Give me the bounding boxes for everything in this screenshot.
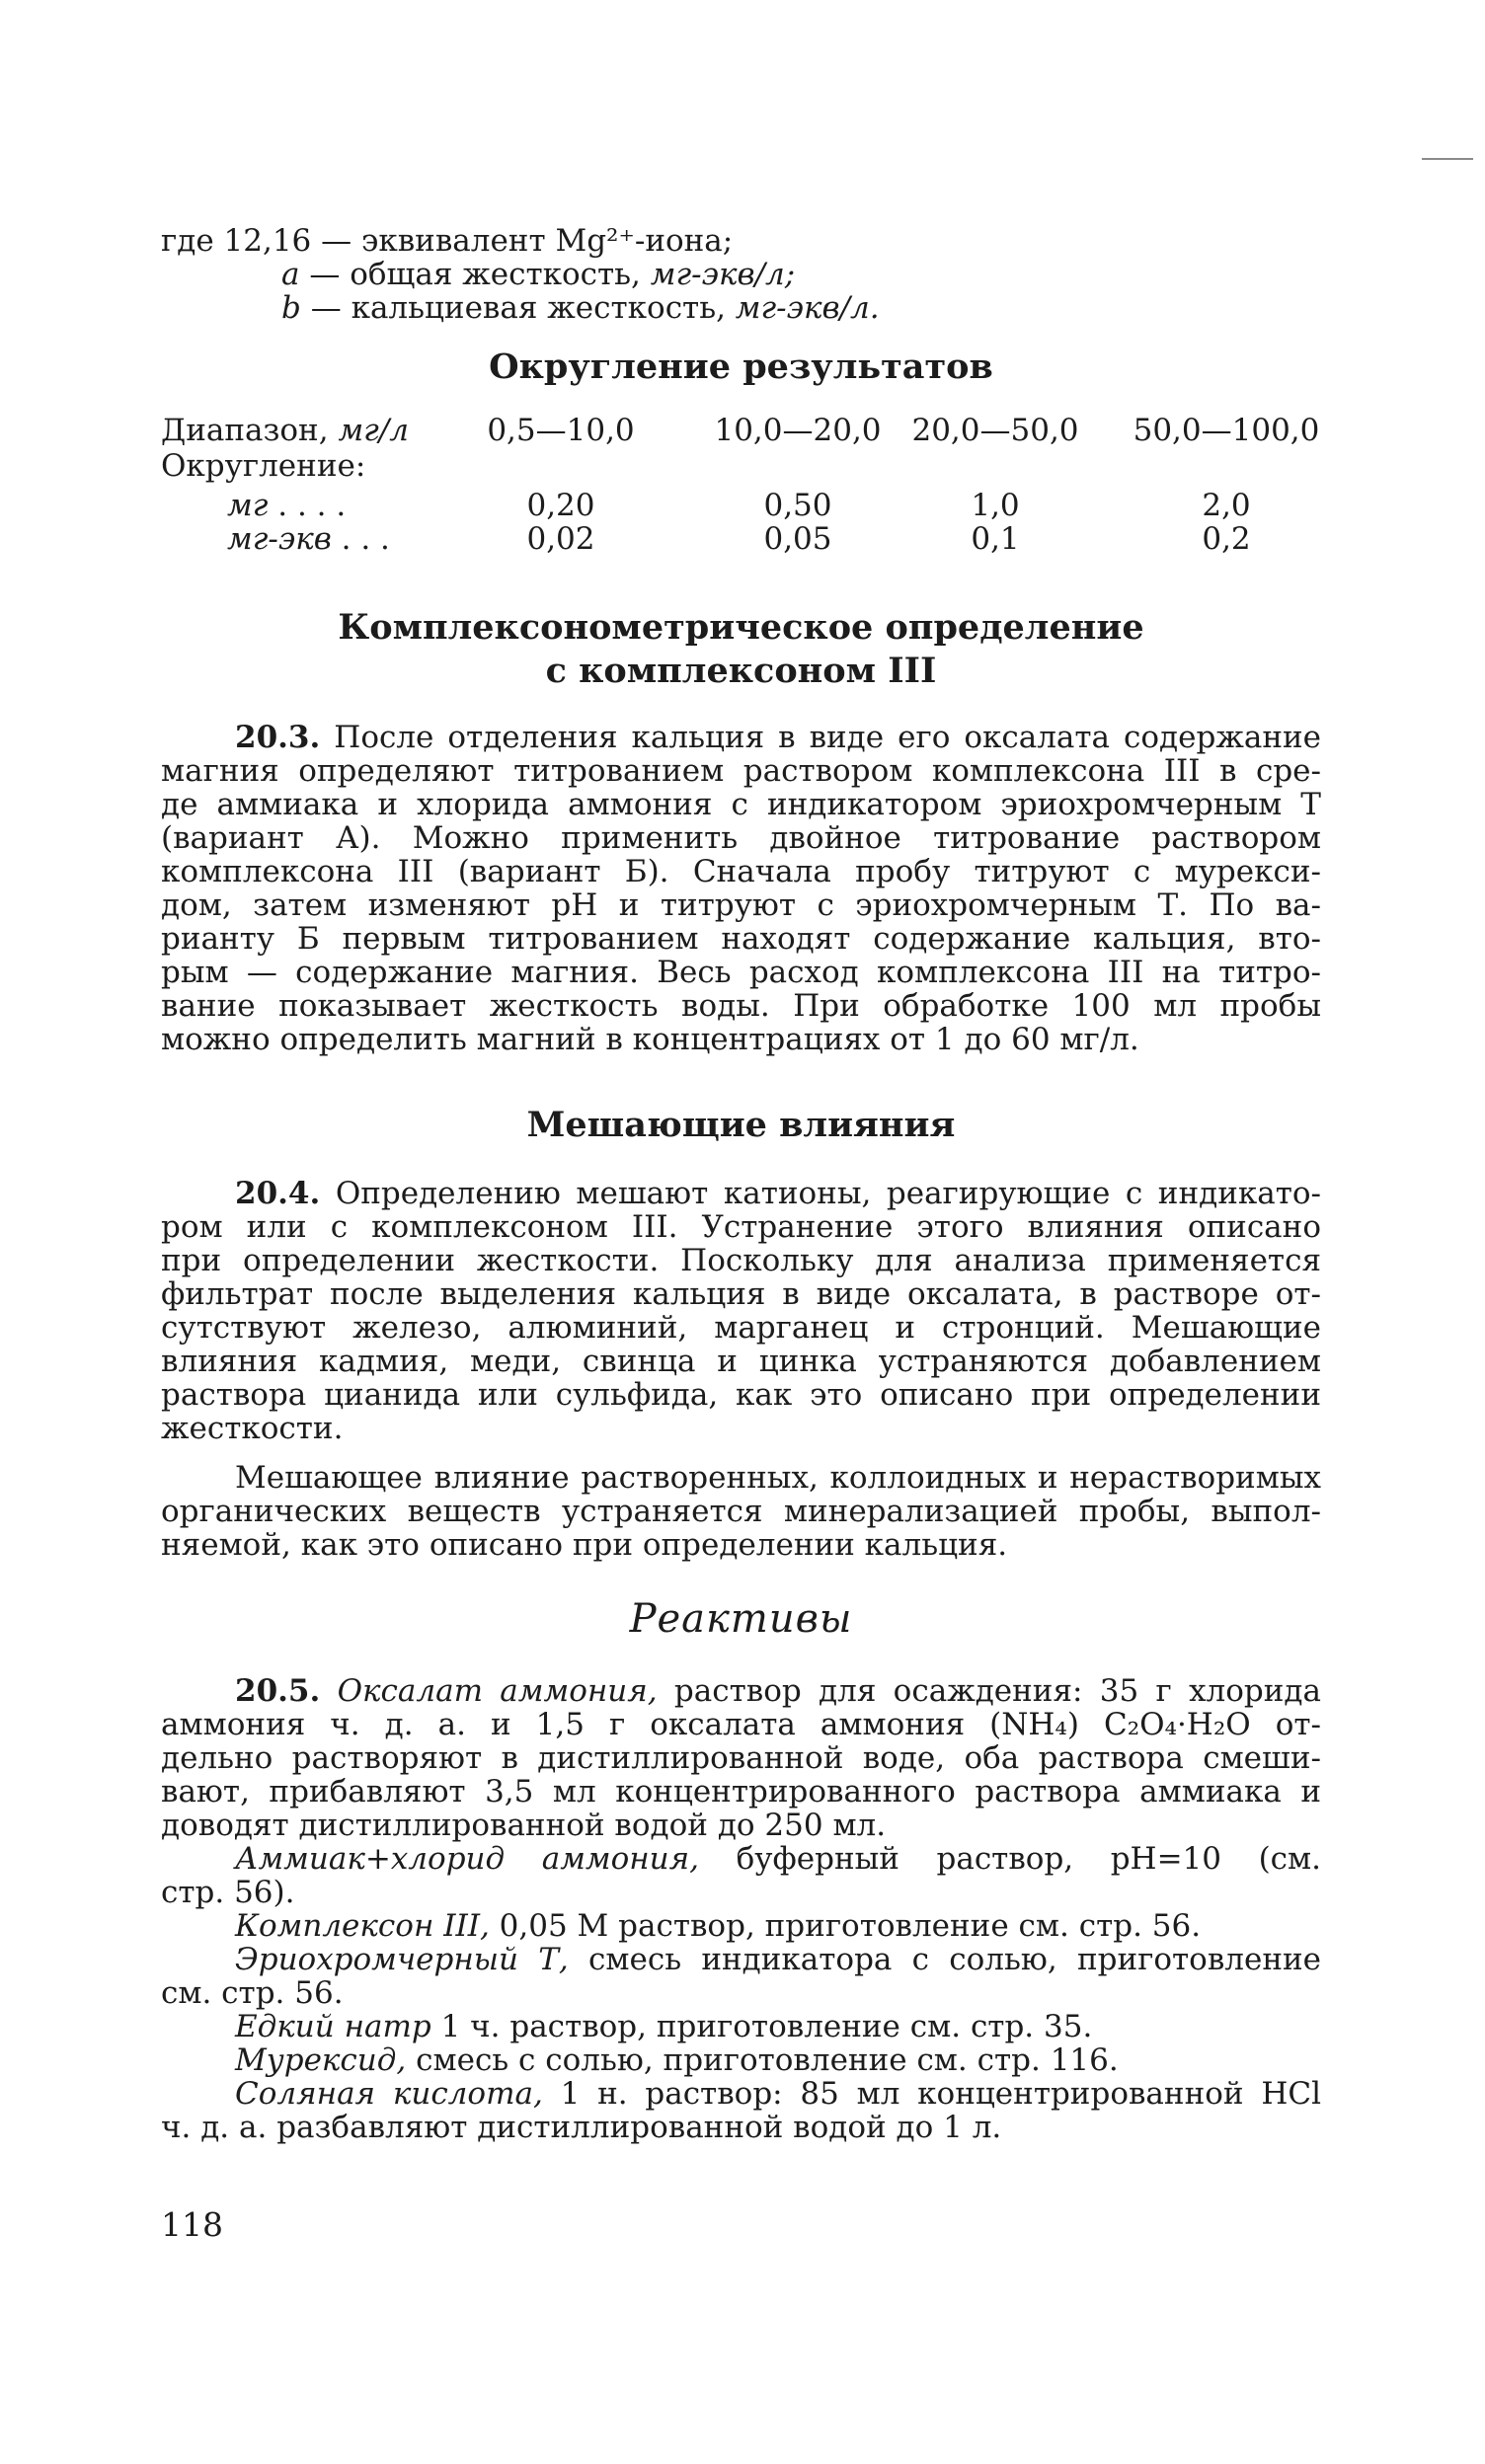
page-number: 118 <box>161 2205 223 2244</box>
range-cell: 0,5—10,0 <box>487 413 635 448</box>
text-line: доводят дистиллированной водой до 250 мл. <box>161 1808 887 1843</box>
text-line: 20.4. Определению мешают катионы, реагирующие с индикато- <box>235 1176 1321 1211</box>
section-heading-reagents: Реактивы <box>629 1596 853 1642</box>
value-cell: 0,2 <box>1202 521 1251 557</box>
text-line: рым — содержание магния. Весь расход комплексона III на титро- <box>161 955 1321 990</box>
text-line: стр. 56). <box>161 1875 295 1910</box>
text-line: де аммиака и хлорида аммония с индикатором эриохромчерным Т <box>161 787 1321 822</box>
range-label: Диапазон, мг/л <box>161 413 409 448</box>
text-line: вание показывает жесткость воды. При обработке 100 мл пробы <box>161 988 1321 1024</box>
legend-line-1: где 12,16 — эквивалент Mg²⁺-иона; <box>161 223 734 259</box>
legend-line-3: b — кальциевая жесткость, мг-экв/л. <box>281 290 880 326</box>
value-cell: 0,20 <box>526 488 595 523</box>
section-heading-interference: Мешающие влияния <box>526 1105 956 1145</box>
reagent-hydrochloric-acid: Соляная кислота, 1 н. раствор: 85 мл концентрированной HCl <box>235 2076 1321 2112</box>
range-cell: 50,0—100,0 <box>1133 413 1320 448</box>
text-line: раствора цианида или сульфида, как это описано при определении <box>161 1377 1321 1413</box>
range-cell: 10,0—20,0 <box>714 413 882 448</box>
value-cell: 0,50 <box>763 488 832 523</box>
text-line: 20.5. Оксалат аммония, раствор для осаждения: 35 г хлорида <box>235 1673 1321 1709</box>
text-line: сутствуют железо, алюминий, марганец и стронций. Мешающие <box>161 1310 1321 1346</box>
section-heading-complexon: Комплексонометрическое определение <box>338 607 1144 648</box>
paragraph-20-3 <box>161 721 1321 1056</box>
value-cell: 0,02 <box>526 521 595 557</box>
reagent-murexide: Мурексид, смесь с солью, приготовление см. стр. 116. <box>235 2042 1119 2078</box>
text-line: дельно растворяют в дистиллированной воде, оба раствора смеши- <box>161 1740 1321 1776</box>
text-line: няемой, как это описано при определении кальция. <box>161 1527 1008 1563</box>
rounding-label: Округление: <box>161 448 366 484</box>
text-line: 20.3. После отделения кальция в виде его оксалата содержание <box>235 720 1322 755</box>
text-line: аммония ч. д. а. и 1,5 г оксалата аммония (NH₄) C₂O₄·H₂O от- <box>161 1707 1321 1742</box>
value-cell: 0,05 <box>763 521 832 557</box>
text-line: см. стр. 56. <box>161 1975 344 2011</box>
text-line: вают, прибавляют 3,5 мл концентрированного раствора аммиака и <box>161 1774 1321 1810</box>
text-line: жесткости. <box>161 1411 344 1446</box>
legend-line-2: a — общая жесткость, мг-экв/л; <box>281 257 796 292</box>
text-line: (вариант А). Можно применить двойное титрование раствором <box>161 820 1321 856</box>
row-label-mg: мг . . . . <box>227 488 347 523</box>
text-line: влияния кадмия, меди, свинца и цинка устраняются добавлением <box>161 1344 1321 1379</box>
value-cell: 1,0 <box>971 488 1020 523</box>
text-line: ч. д. а. разбавляют дистиллированной водой до 1 л. <box>161 2110 1002 2145</box>
text-line: органических веществ устраняется минерализацией пробы, выпол- <box>161 1494 1321 1529</box>
text-line: Мешающее влияние растворенных, коллоидных и нерастворимых <box>235 1460 1321 1496</box>
paragraph-interference-2 <box>161 1461 1321 1562</box>
text-line: комплексона III (вариант Б). Сначала пробу титруют с мурекси- <box>161 854 1321 889</box>
reagent-complexon: Комплексон III, 0,05 М раствор, приготовление см. стр. 56. <box>235 1908 1202 1944</box>
text-line: при определении жесткости. Поскольку для анализа применяется <box>161 1243 1321 1278</box>
text-line: дом, затем изменяют pH и титруют с эриохромчерным Т. По ва- <box>161 887 1321 923</box>
value-cell: 0,1 <box>971 521 1020 557</box>
paragraph-20-4 <box>161 1177 1321 1445</box>
reagent-sodium-hydroxide: Едкий натр 1 ч. раствор, приготовление см. стр. 35. <box>235 2009 1093 2044</box>
page-edge-mark <box>1422 158 1473 160</box>
text-line: фильтрат после выделения кальция в виде оксалата, в растворе от- <box>161 1276 1321 1312</box>
range-cell: 20,0—50,0 <box>911 413 1079 448</box>
row-label-mg-ekv: мг-экв . . . <box>227 521 390 557</box>
text-line: ром или с комплексоном III. Устранение этого влияния описано <box>161 1209 1321 1245</box>
rounding-heading: Округление результатов <box>489 346 993 387</box>
value-cell: 2,0 <box>1202 488 1251 523</box>
paragraph-20-5 <box>161 1674 1321 2144</box>
section-heading-complexon-line2: с комплексоном III <box>545 651 937 691</box>
text-line: можно определить магний в концентрациях от 1 до 60 мг/л. <box>161 1022 1139 1057</box>
reagent-ammonia-buffer: Аммиак+хлорид аммония, буферный раствор, pH=10 (см. <box>235 1841 1321 1877</box>
text-line: рианту Б первым титрованием находят содержание кальция, вто- <box>161 921 1321 957</box>
text-line: магния определяют титрованием раствором комплексона III в сре- <box>161 753 1321 789</box>
reagent-eriochrome: Эриохромчерный Т, смесь индикатора с солью, приготовление <box>235 1942 1321 1977</box>
